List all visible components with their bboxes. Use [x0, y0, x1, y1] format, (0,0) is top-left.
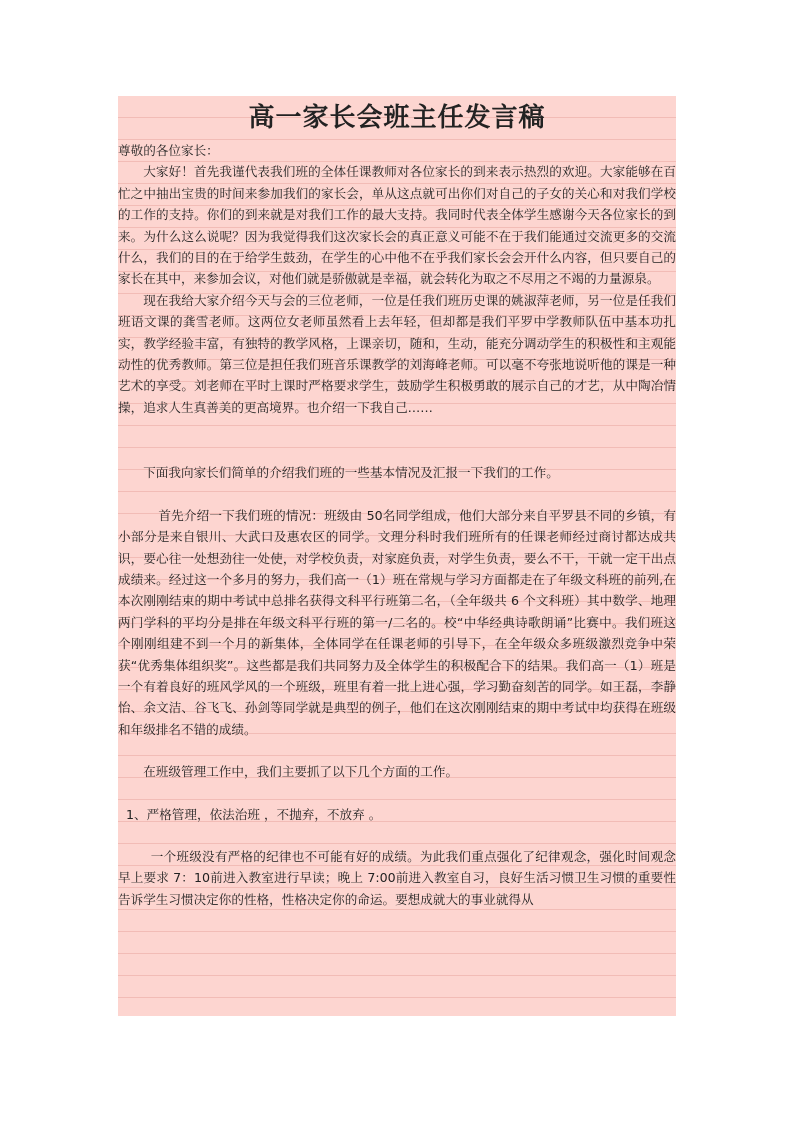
- paragraph-welcome: 大家好！首先我谨代表我们班的全体任课教师对各位家长的到来表示热烈的欢迎。大家能够在百忙之中抽出宝贵的时间来参加我们的家长会，单从这点就可出你们对自己的子女的关心和对我们学校的工作的支持。你们的到来就是对我们工作的最大支持。我同时代表全体学生感谢今天各位家长的到来。为什么这么说呢？因为我觉得我们这次家长会的真正意义可能不在于我们能通过交流更多的交流什么，我们的目的在于给学生鼓劲，在学生的心中他不在乎我们家长会会开什么内容，但只要自己的家长在其中，来参加会议，对他们就是骄傲就是幸福，就会转化为取之不尽用之不竭的力量源泉。: [118, 164, 676, 287]
- spacer: [118, 783, 676, 804]
- paragraph-intro-class: 下面我向家长们简单的介绍我们班的一些基本情况及汇报一下我们的工作。: [143, 465, 559, 481]
- document-title: 高一家长会班主任发言稿: [248, 103, 546, 133]
- salutation: 尊敬的各位家长：: [118, 143, 219, 158]
- paragraph-discipline: 一个班级没有严格的纪律也不可能有好的成绩。为此我们重点强化了纪律观念，强化时间观念早上要求 7：10前进入教室进行早读；晚上 7:00前进入教室自习，良好生活习惯卫生习惯的重要性告诉学生习惯决定你的性格，性格决定你的命运。要想成就大的事业就得从: [118, 848, 676, 907]
- document-page: [118, 96, 676, 1016]
- section-heading-1: 1、严格管理，依法治班 ，不抛弃，不放弃 。: [126, 806, 382, 822]
- spacer: [118, 484, 676, 505]
- spacer: [118, 418, 676, 462]
- spacer: [118, 825, 676, 846]
- paragraph-class-situation: 首先介绍一下我们班的情况：班级由 50名同学组成，他们大部分来自平罗县不同的乡镇，有小部分是来自银川、大武口及惠农区的同学。文理分科时我们班所有的任课老师经过商讨都达成共识，要心往一处想劲往一处使，对学校负责，对家庭负责，对学生负责，要么不干，干就一定干出点成绩来。经过这一个多月的努力，我们高一（1）班在常规与学习方面都走在了年级文科班的前列,在本次刚刚结束的期中考试中总排名获得文科平行班第二名，（全年级共 6 个文科班）其中数学、地理两门学科的平均分是排在年级文科平行班的第一/二名的。校“中华经典诗歌朗诵”比赛中。我们班这个刚刚组建不到一个月的新集体，全体同学在任课老师的引导下，在全年级众多班级激烈竞争中荣获“优秀集体组织奖”。这些都是我们共同努力及全体学生的积极配合下的结果。我们高一（1）班是一个有着良好的班风学风的一个班级，班里有着一批上进心强，学习勤奋刻苦的同学。如王磊，李静怡、余文洁、谷飞飞、孙剑等同学就是典型的例子，他们在这次刚刚结束的期中考试中均获得在班级和年级排名不错的成绩。: [118, 507, 676, 737]
- paragraph-teachers: 现在我给大家介绍今天与会的三位老师，一位是任我们班历史课的姚淑萍老师，另一位是任我们班语文课的龚雪老师。这两位女老师虽然看上去年轻，但却都是我们平罗中学教师队伍中基本功扎实，教学经验丰富，有独特的教学风格，上课亲切，随和，生动，能充分调动学生的积极性和主观能动性的优秀教师。第三位是担任我们班音乐课教学的刘海峰老师。可以毫不夸张地说听他的课是一种艺术的享受。刘老师在平时上课时严格要求学生，鼓励学生积极勇敢的展示自己的才艺，从中陶冶情操，追求人生真善美的更高境界。也介绍一下我自己……: [118, 292, 676, 415]
- paragraph-management-intro: 在班级管理工作中，我们主要抓了以下几个方面的工作。: [143, 764, 459, 780]
- spacer: [118, 740, 676, 761]
